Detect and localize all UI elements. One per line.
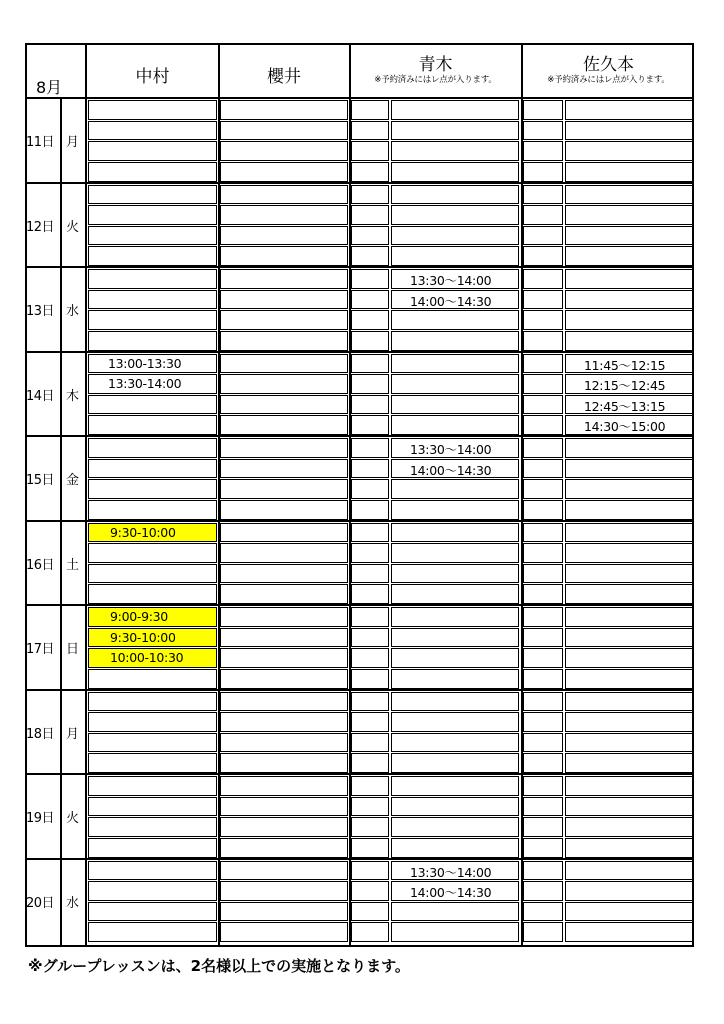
time-slot-cell[interactable]: [391, 479, 519, 499]
time-slot-cell[interactable]: [565, 733, 693, 753]
time-slot-cell[interactable]: [88, 733, 217, 753]
day-weekday: 金: [66, 473, 80, 489]
time-slot-cell[interactable]: [565, 100, 693, 120]
time-slot-cell[interactable]: [88, 881, 217, 901]
check-cell[interactable]: [523, 523, 563, 543]
time-slot-cell[interactable]: [88, 185, 217, 205]
check-cell[interactable]: [351, 881, 389, 901]
instructor-name: 青木: [418, 55, 453, 75]
time-slot-cell[interactable]: [391, 523, 519, 543]
time-slot-cell[interactable]: [565, 226, 693, 246]
time-slot-cell[interactable]: [88, 395, 217, 415]
time-slot-cell[interactable]: [88, 669, 217, 689]
check-cell[interactable]: [351, 607, 389, 627]
time-slot-cell[interactable]: [88, 564, 217, 584]
check-cell[interactable]: [351, 121, 389, 141]
time-slot-cell[interactable]: [88, 838, 217, 858]
check-cell[interactable]: [351, 922, 389, 942]
time-slot-cell[interactable]: [220, 121, 348, 141]
time-slot-cell[interactable]: [391, 331, 519, 351]
check-cell[interactable]: [351, 797, 389, 817]
time-slot-cell[interactable]: [391, 776, 519, 796]
time-slot-cell[interactable]: [88, 121, 217, 141]
time-slot-cell[interactable]: [220, 500, 348, 520]
time-slot-cell[interactable]: [220, 776, 348, 796]
time-slot-text: 11:45〜12:15: [584, 357, 666, 373]
time-slot-cell[interactable]: [565, 797, 693, 817]
check-cell[interactable]: [523, 162, 563, 182]
time-slot-cell[interactable]: [88, 861, 217, 881]
day-date: 12日: [26, 219, 55, 235]
check-cell[interactable]: [351, 648, 389, 668]
time-slot-cell[interactable]: [220, 374, 348, 394]
check-cell[interactable]: [523, 797, 563, 817]
check-cell[interactable]: [351, 902, 389, 922]
check-cell[interactable]: [523, 121, 563, 141]
check-cell[interactable]: [351, 753, 389, 773]
time-slot-cell[interactable]: [565, 584, 693, 604]
time-slot-cell[interactable]: [220, 861, 348, 881]
check-cell[interactable]: [351, 861, 389, 881]
time-slot-cell[interactable]: [391, 185, 519, 205]
time-slot-cell[interactable]: [391, 669, 519, 689]
day-weekday: 日: [66, 642, 80, 658]
time-slot-cell[interactable]: [391, 607, 519, 627]
day-date: 11日: [26, 135, 55, 151]
day-weekday: 土: [66, 557, 80, 573]
time-slot-cell[interactable]: [391, 395, 519, 415]
time-slot-cell[interactable]: [391, 415, 519, 435]
check-cell[interactable]: [351, 310, 389, 330]
day-divider: [25, 351, 694, 353]
check-cell[interactable]: [523, 881, 563, 901]
time-slot-text: 14:00〜14:30: [410, 885, 492, 901]
check-cell[interactable]: [351, 269, 389, 289]
check-cell[interactable]: [523, 290, 563, 310]
time-slot-cell[interactable]: [565, 479, 693, 499]
check-cell[interactable]: [523, 584, 563, 604]
time-slot-cell[interactable]: [220, 162, 348, 182]
check-cell[interactable]: [351, 185, 389, 205]
time-slot-cell[interactable]: [88, 712, 217, 732]
time-slot-cell[interactable]: [88, 438, 217, 458]
check-cell[interactable]: [523, 753, 563, 773]
day-weekday: 水: [66, 895, 80, 911]
check-cell[interactable]: [523, 564, 563, 584]
time-slot-cell[interactable]: [391, 838, 519, 858]
time-slot-cell[interactable]: [391, 310, 519, 330]
booking-note: ※予約済みにはレ点が入ります。: [547, 75, 670, 85]
time-slot-cell[interactable]: [220, 459, 348, 479]
time-slot-cell[interactable]: [88, 797, 217, 817]
check-cell[interactable]: [523, 628, 563, 648]
time-slot-cell[interactable]: [88, 205, 217, 225]
time-slot-cell[interactable]: [88, 922, 217, 942]
time-slot-text: 9:30-10:00: [110, 524, 176, 540]
check-cell[interactable]: [351, 712, 389, 732]
time-slot-cell[interactable]: [88, 500, 217, 520]
time-slot-cell[interactable]: [220, 438, 348, 458]
time-slot-text: 14:30〜15:00: [584, 419, 666, 435]
time-slot-cell[interactable]: [391, 205, 519, 225]
time-slot-cell[interactable]: [391, 354, 519, 374]
time-slot-cell[interactable]: [391, 226, 519, 246]
check-cell[interactable]: [351, 395, 389, 415]
check-cell[interactable]: [351, 523, 389, 543]
check-cell[interactable]: [351, 628, 389, 648]
time-slot-cell[interactable]: [220, 628, 348, 648]
time-slot-cell[interactable]: [391, 712, 519, 732]
time-slot-cell[interactable]: [220, 395, 348, 415]
time-slot-text: 13:30〜14:00: [410, 864, 492, 880]
header-divider: [25, 97, 694, 99]
time-slot-text: 13:00-13:30: [108, 355, 182, 371]
time-slot-cell[interactable]: [220, 564, 348, 584]
check-cell[interactable]: [523, 776, 563, 796]
time-slot-cell[interactable]: [220, 648, 348, 668]
time-slot-cell[interactable]: [220, 692, 348, 712]
check-cell[interactable]: [523, 331, 563, 351]
check-cell[interactable]: [351, 500, 389, 520]
time-slot-cell[interactable]: [88, 415, 217, 435]
day-divider: [25, 689, 694, 691]
time-slot-text: 13:30〜14:00: [410, 273, 492, 288]
time-slot-cell[interactable]: [565, 246, 693, 266]
check-cell[interactable]: [523, 459, 563, 479]
time-slot-text: 9:00-9:30: [110, 609, 168, 624]
instructor-name: 中村: [135, 67, 170, 87]
check-cell[interactable]: [351, 692, 389, 712]
check-cell[interactable]: [351, 374, 389, 394]
time-slot-cell[interactable]: [391, 374, 519, 394]
time-slot-cell[interactable]: [88, 226, 217, 246]
time-slot-cell[interactable]: [220, 838, 348, 858]
day-date: 18日: [26, 726, 55, 742]
check-cell[interactable]: [351, 438, 389, 458]
time-slot-text: 12:15〜12:45: [584, 378, 666, 394]
time-slot-cell[interactable]: [565, 500, 693, 520]
check-cell[interactable]: [523, 669, 563, 689]
check-cell[interactable]: [351, 331, 389, 351]
day-date: 16日: [26, 557, 55, 573]
check-cell[interactable]: [523, 100, 563, 120]
time-slot-cell[interactable]: [391, 584, 519, 604]
instructor-name: 佐久本: [583, 55, 634, 75]
check-cell[interactable]: [351, 564, 389, 584]
time-slot-cell[interactable]: [220, 584, 348, 604]
time-slot-cell[interactable]: [220, 290, 348, 310]
time-slot-cell[interactable]: [565, 838, 693, 858]
time-slot-cell[interactable]: [88, 479, 217, 499]
time-slot-cell[interactable]: [220, 226, 348, 246]
time-slot-cell[interactable]: [565, 607, 693, 627]
time-slot-cell[interactable]: [391, 162, 519, 182]
check-cell[interactable]: [523, 269, 563, 289]
time-slot-text: 9:30-10:00: [110, 629, 176, 645]
time-slot-text: 13:30-14:00: [108, 376, 182, 392]
time-slot-cell[interactable]: [88, 269, 217, 289]
check-cell[interactable]: [351, 584, 389, 604]
time-slot-cell[interactable]: [88, 817, 217, 837]
day-divider: [25, 266, 694, 268]
check-cell[interactable]: [523, 712, 563, 732]
check-cell[interactable]: [351, 354, 389, 374]
time-slot-cell[interactable]: [565, 776, 693, 796]
time-slot-cell[interactable]: [565, 121, 693, 141]
time-slot-cell[interactable]: [220, 205, 348, 225]
check-cell[interactable]: [351, 776, 389, 796]
check-cell[interactable]: [523, 838, 563, 858]
time-slot-text: 12:45〜13:15: [584, 398, 666, 414]
time-slot-cell[interactable]: [565, 861, 693, 881]
time-slot-cell[interactable]: [88, 584, 217, 604]
time-slot-cell[interactable]: [565, 310, 693, 330]
time-slot-cell[interactable]: [391, 100, 519, 120]
time-slot-cell[interactable]: [565, 692, 693, 712]
time-slot-text: 14:00〜14:30: [410, 293, 492, 309]
month-label: 8月: [36, 78, 63, 97]
time-slot-cell[interactable]: [220, 607, 348, 627]
check-cell[interactable]: [523, 733, 563, 753]
time-slot-cell[interactable]: [220, 817, 348, 837]
time-slot-cell[interactable]: [88, 543, 217, 563]
time-slot-cell[interactable]: [565, 185, 693, 205]
check-cell[interactable]: [523, 438, 563, 458]
time-slot-cell[interactable]: [565, 628, 693, 648]
time-slot-cell[interactable]: [220, 310, 348, 330]
time-slot-cell[interactable]: [565, 817, 693, 837]
time-slot-cell[interactable]: [220, 415, 348, 435]
time-slot-cell[interactable]: [220, 902, 348, 922]
check-cell[interactable]: [523, 648, 563, 668]
day-divider: [25, 182, 694, 184]
check-cell[interactable]: [523, 902, 563, 922]
time-slot-cell[interactable]: [220, 100, 348, 120]
check-cell[interactable]: [523, 861, 563, 881]
time-slot-cell[interactable]: [565, 162, 693, 182]
day-date: 14日: [26, 388, 55, 404]
time-slot-cell[interactable]: [391, 753, 519, 773]
check-cell[interactable]: [351, 817, 389, 837]
time-slot-cell[interactable]: [391, 817, 519, 837]
check-cell[interactable]: [351, 543, 389, 563]
time-slot-cell[interactable]: [565, 922, 693, 942]
time-slot-cell[interactable]: [391, 922, 519, 942]
check-cell[interactable]: [523, 185, 563, 205]
check-cell[interactable]: [351, 479, 389, 499]
check-cell[interactable]: [523, 354, 563, 374]
column-divider: [60, 97, 62, 947]
time-slot-cell[interactable]: [220, 753, 348, 773]
time-slot-cell[interactable]: [88, 100, 217, 120]
time-slot-cell[interactable]: [220, 141, 348, 161]
time-slot-cell[interactable]: [391, 648, 519, 668]
check-cell[interactable]: [351, 290, 389, 310]
time-slot-cell[interactable]: [220, 354, 348, 374]
day-date: 19日: [26, 811, 55, 827]
time-slot-cell[interactable]: [565, 141, 693, 161]
day-date: 17日: [26, 642, 55, 658]
time-slot-cell[interactable]: [88, 162, 217, 182]
check-cell[interactable]: [523, 479, 563, 499]
check-cell[interactable]: [523, 415, 563, 435]
day-weekday: 火: [66, 219, 80, 235]
booking-note: ※予約済みにはレ点が入ります。: [374, 75, 497, 85]
instructor-name: 櫻井: [267, 67, 301, 87]
check-cell[interactable]: [523, 141, 563, 161]
footer-note: ※グループレッスンは、2名様以上での実施となります。: [28, 957, 410, 975]
check-cell[interactable]: [523, 607, 563, 627]
time-slot-text: 10:00-10:30: [110, 650, 184, 666]
time-slot-cell[interactable]: [220, 797, 348, 817]
time-slot-cell[interactable]: [565, 523, 693, 543]
day-weekday: 月: [66, 726, 80, 742]
time-slot-cell[interactable]: [220, 479, 348, 499]
check-cell[interactable]: [351, 205, 389, 225]
check-cell[interactable]: [351, 459, 389, 479]
time-slot-cell[interactable]: [220, 881, 348, 901]
day-weekday: 火: [66, 811, 80, 827]
check-cell[interactable]: [523, 226, 563, 246]
time-slot-cell[interactable]: [88, 902, 217, 922]
day-divider: [25, 435, 694, 437]
time-slot-cell[interactable]: [391, 733, 519, 753]
check-cell[interactable]: [523, 692, 563, 712]
day-weekday: 月: [66, 135, 80, 151]
time-slot-cell[interactable]: [391, 797, 519, 817]
time-slot-cell[interactable]: [565, 205, 693, 225]
check-cell[interactable]: [351, 141, 389, 161]
time-slot-cell[interactable]: [391, 564, 519, 584]
check-cell[interactable]: [523, 543, 563, 563]
day-divider: [25, 520, 694, 522]
time-slot-cell[interactable]: [220, 543, 348, 563]
time-slot-cell[interactable]: [565, 648, 693, 668]
time-slot-cell[interactable]: [565, 902, 693, 922]
check-cell[interactable]: [351, 162, 389, 182]
check-cell[interactable]: [523, 817, 563, 837]
check-cell[interactable]: [351, 733, 389, 753]
time-slot-cell[interactable]: [391, 500, 519, 520]
check-cell[interactable]: [351, 415, 389, 435]
time-slot-cell[interactable]: [565, 881, 693, 901]
time-slot-cell[interactable]: [565, 712, 693, 732]
time-slot-cell[interactable]: [88, 310, 217, 330]
check-cell[interactable]: [523, 922, 563, 942]
time-slot-cell[interactable]: [391, 543, 519, 563]
check-cell[interactable]: [523, 246, 563, 266]
time-slot-cell[interactable]: [220, 669, 348, 689]
check-cell[interactable]: [351, 100, 389, 120]
time-slot-cell[interactable]: [391, 692, 519, 712]
day-divider: [25, 773, 694, 775]
time-slot-cell[interactable]: [88, 290, 217, 310]
time-slot-cell[interactable]: [220, 733, 348, 753]
time-slot-cell[interactable]: [220, 185, 348, 205]
time-slot-cell[interactable]: [88, 141, 217, 161]
check-cell[interactable]: [351, 838, 389, 858]
time-slot-cell[interactable]: [391, 141, 519, 161]
day-divider: [25, 858, 694, 860]
time-slot-cell[interactable]: [220, 523, 348, 543]
day-weekday: 木: [66, 388, 80, 404]
check-cell[interactable]: [523, 395, 563, 415]
time-slot-cell[interactable]: [565, 564, 693, 584]
check-cell[interactable]: [523, 500, 563, 520]
time-slot-text: 13:30〜14:00: [410, 442, 492, 457]
check-cell[interactable]: [523, 374, 563, 394]
time-slot-cell[interactable]: [565, 543, 693, 563]
time-slot-cell[interactable]: [220, 331, 348, 351]
time-slot-cell[interactable]: [88, 753, 217, 773]
time-slot-cell[interactable]: [88, 246, 217, 266]
time-slot-cell[interactable]: [88, 776, 217, 796]
day-date: 13日: [26, 304, 55, 320]
time-slot-cell[interactable]: [220, 922, 348, 942]
day-divider: [25, 604, 694, 606]
time-slot-cell[interactable]: [88, 692, 217, 712]
time-slot-cell[interactable]: [565, 753, 693, 773]
time-slot-cell[interactable]: [391, 628, 519, 648]
time-slot-cell[interactable]: [391, 902, 519, 922]
check-cell[interactable]: [523, 205, 563, 225]
check-cell[interactable]: [351, 226, 389, 246]
time-slot-cell[interactable]: [220, 269, 348, 289]
time-slot-cell[interactable]: [565, 669, 693, 689]
time-slot-cell[interactable]: [88, 331, 217, 351]
time-slot-cell[interactable]: [220, 712, 348, 732]
check-cell[interactable]: [351, 669, 389, 689]
time-slot-cell[interactable]: [391, 121, 519, 141]
check-cell[interactable]: [523, 310, 563, 330]
time-slot-cell[interactable]: [220, 246, 348, 266]
time-slot-cell[interactable]: [88, 459, 217, 479]
day-date: 20日: [26, 895, 55, 911]
time-slot-cell[interactable]: [565, 290, 693, 310]
time-slot-text: 14:00〜14:30: [410, 462, 492, 478]
day-date: 15日: [26, 473, 55, 489]
time-slot-cell[interactable]: [565, 459, 693, 479]
time-slot-cell[interactable]: [565, 438, 693, 458]
time-slot-cell[interactable]: [391, 246, 519, 266]
column-divider: [85, 43, 87, 947]
time-slot-cell[interactable]: [565, 269, 693, 289]
time-slot-cell[interactable]: [565, 331, 693, 351]
check-cell[interactable]: [351, 246, 389, 266]
day-weekday: 水: [66, 304, 80, 320]
